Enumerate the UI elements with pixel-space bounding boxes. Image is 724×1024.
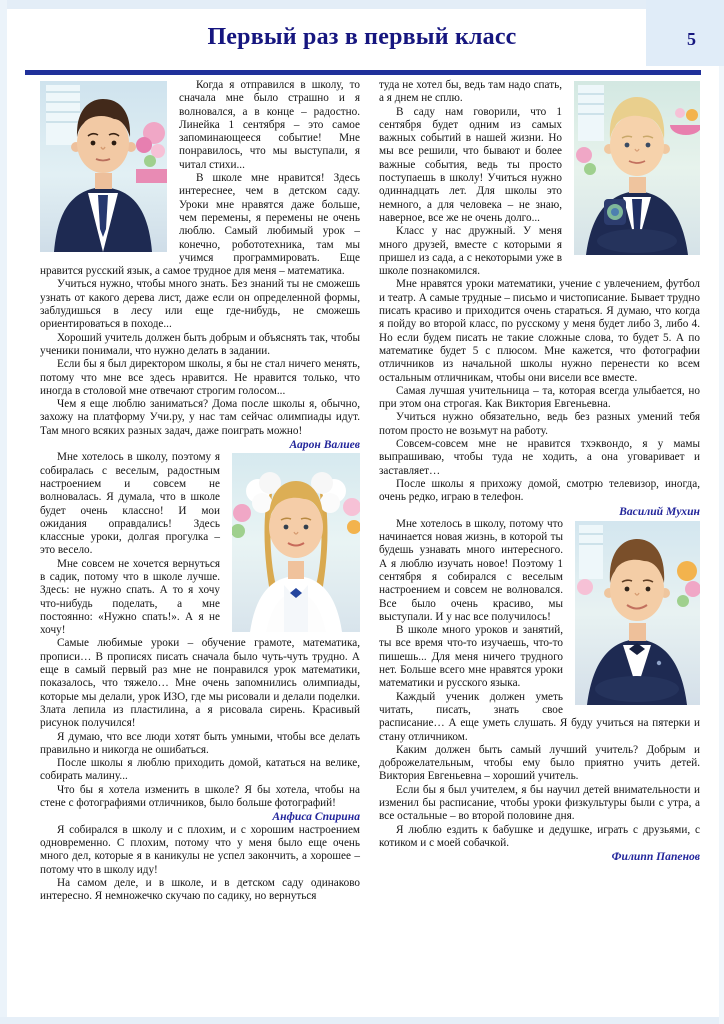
blond-boy-portrait-illustration bbox=[574, 81, 700, 255]
article-paragraph: Если бы я был учителем, я бы научил детей внимательности и изменил бы расписание, чтобы уроки физкультуры были с утра, а все остальные – во второй половине дня. bbox=[379, 783, 700, 823]
article-paragraph: Класс у нас дружный. У меня много друзей, вместе с которыми я пришел из сада, а с некоторыми уже в школе познакомился. bbox=[379, 225, 562, 278]
author-signature: Аарон Валиев bbox=[289, 438, 360, 452]
scan-edge-bottom bbox=[0, 1017, 724, 1024]
article-paragraph: Чем я еще люблю заниматься? Дома после школы я, обычно, захожу на платформу Учи.ру, у нас там сейчас олимпиады идут. Там много всяких разных задач, даже поиграть можно! bbox=[40, 398, 360, 437]
article-paragraph: Самая лучшая учительница – та, которая всегда улыбается, но при этом она строгая. Как Виктория Евгеньевна. bbox=[379, 384, 700, 411]
article-paragraph: Что бы я хотела изменить в школе? Я бы хотела, чтобы на стене с фотографиями отличников, было больше фотографий! bbox=[40, 783, 360, 810]
article-paragraph: туда не хотел бы, ведь там надо спать, а я днем не сплю. bbox=[379, 79, 562, 105]
article-paragraph: Я думаю, что все люди хотят быть умными, чтобы все делать правильно и никогда не ошибаться. bbox=[40, 730, 360, 756]
brown-hair-boy-portrait-illustration bbox=[575, 521, 700, 705]
article-paragraph: Каким должен быть самый лучший учитель? Добрым и доброжелательным, чтобы ему было приятно учить детей. Виктория Евгеньевна – хороший учитель. bbox=[379, 743, 700, 783]
photo-boy-brown-hair bbox=[575, 521, 700, 705]
boy-portrait-illustration bbox=[40, 81, 167, 252]
article-paragraph: На самом деле, и в школе, и в детском саду одинаково интересно. Я немножечко скучаю по садику, но вернуться bbox=[40, 876, 360, 903]
author-signature: Анфиса Спирина bbox=[272, 810, 360, 824]
article-paragraph: В саду нам говорили, что 1 сентября будет одним из самых важных событий в нашей жизни. Но мы все решили, что бывают и более важные события, ведь ты просто поступаешь в школу! Учиться нужно одиннадцать лет. Для школы это немного, а для человека – не знаю, наверное, все же не очень долго... bbox=[379, 105, 562, 224]
article-paragraph: Мне нравятся уроки математики, учение с увлечением, футбол и театр. А самые трудные – письмо и чистописание. Бывает трудно писать красиво и приходится очень стараться. Я думаю, что когда я пойду во второй класс, по русскому у меня будет либо 3, либо 4. Но если будем писать не такие сложные слова, то будет 5. А по математике будет 5 с плюсом. Мне кажется, что фотографии отличников из начальной школы нужно перенести ко всем остальным отличникам, чтобы они висели все вместе. bbox=[379, 278, 700, 384]
article-paragraph: В школе мне нравится! Здесь интереснее, чем в детском саду. Уроки мне нравятся даже больше, чем перемены, я перемены не очень люблю. Самый любимый урок – конечно, робототехника, там мы учимся программировать. Еще нравится русский язык, а самое трудное для меня – математика. bbox=[40, 172, 360, 278]
article-paragraph: Каждый ученик должен уметь читать, писать, знать свое расписание… А еще уметь слушать. Я буду учиться на пятерки и стану отличником. bbox=[379, 690, 700, 743]
author-signature: Филипп Папенов bbox=[611, 850, 700, 864]
article-paragraph: Я собирался в школу и с плохим, и с хорошим настроением одновременно. С плохим, потому что у меня было еще очень много дел, которые я в каникулы не успел закончить, а хорошее – потому что в школу иду! bbox=[40, 823, 360, 876]
article-paragraph: Совсем-совсем мне не нравится тхэквондо, я у мамы выпрашиваю, чтобы туда не ходить, а она уговаривает и заставляет… bbox=[379, 438, 700, 477]
girl-portrait-illustration bbox=[232, 453, 360, 632]
article-paragraph: Учиться нужно, чтобы много знать. Без знаний ты не сможешь узнать от какого дерева лист, даже если он определенной формы, заблудишься в лесу или еще где-нибудь, не сможешь ориентироваться в походе... bbox=[40, 278, 360, 331]
article-paragraph: После школы я прихожу домой, смотрю телевизор, иногда, очень редко, играю в телефон. bbox=[379, 477, 700, 504]
page-number: 5 bbox=[687, 29, 696, 49]
scan-edge-right bbox=[719, 0, 724, 1024]
article-paragraph: Мне хотелось в школу, потому что начинается новая жизнь, в которой ты будешь узнавать много интересного. А я люблю изучать новое! Поэтому 1 сентября я собирался с веселым настроением и совсем не волновался. Все было очень красиво, мы выступали. И у нас все получилось! bbox=[379, 517, 563, 623]
article-paragraph: Если бы я был директором школы, я бы не стал ничего менять, потому что мне все здесь нравится. Не нравится только, что иногда в столовой мне отвечают строгим голосом... bbox=[40, 358, 360, 397]
photo-boy-blond bbox=[574, 81, 700, 255]
scan-edge-left bbox=[0, 0, 7, 1024]
article-paragraph: Мне совсем не хочется вернуться в садик, потому что в школе лучше. Здесь: не нужно спать. А то я хочу что-нибудь поделать, а мне постоянно: «Нужно спать!». А я не хочу! bbox=[40, 557, 220, 637]
article-paragraph: Когда я отправился в школу, то сначала мне было страшно и я волновался, а в конце – радостно. Линейка 1 сентября – это самое запоминающееся событие! Мне понравилось, что мы выступали, я читал стихи... bbox=[179, 79, 360, 171]
author-signature: Василий Мухин bbox=[619, 504, 700, 518]
article-paragraph: Мне хотелось в школу, поэтому я собиралась с веселым, радостным настроением и совсем не волновалась. Я думала, что в школе будет очень классно! И мои ожидания оправдались! Здесь классные уроки, долгая прогулка – это весело. bbox=[40, 451, 220, 557]
article-paragraph: Я люблю ездить к бабушке и дедушке, играть с друзьями, с котиком и с моей собачкой. bbox=[379, 823, 700, 849]
scan-edge-top bbox=[0, 0, 724, 9]
article-paragraph: Хороший учитель должен быть добрым и объяснять так, чтобы ученики понимали, что нужно делать в задании. bbox=[40, 331, 360, 357]
header-divider bbox=[25, 70, 701, 75]
article-paragraph: Самые любимые уроки – обучение грамоте, математика, прописи… В прописях писать сначала было чуть-чуть трудно. А еще в самый первый раз мне не понравился урок математики, показалось, что тяжело… Мне очень запомнились олимпиады, которые мы делали, урок ИЗО, где мы рисовали и делали поделки. Злата лепила из пластилина, а я рисовала сирень. Красивый рисунок получился! bbox=[40, 637, 360, 730]
photo-girl-white-bows bbox=[232, 453, 360, 632]
page-title: Первый раз в первый класс bbox=[207, 24, 517, 50]
article-paragraph: После школы я люблю приходить домой, кататься на велике, собирать малину... bbox=[40, 757, 360, 783]
photo-boy-dark-hair bbox=[40, 81, 167, 252]
left-column bbox=[40, 79, 360, 903]
right-column bbox=[379, 79, 700, 864]
article-paragraph: В школе много уроков и занятий, ты все время что-то изучаешь, что-то пишешь... Для меня ничего трудного нет. Больше всего мне нравятся уроки математики и русского языка. bbox=[379, 624, 563, 690]
article-paragraph: Учиться нужно обязательно, ведь без разных умений тебя потом просто не возьмут на работу. bbox=[379, 411, 700, 437]
